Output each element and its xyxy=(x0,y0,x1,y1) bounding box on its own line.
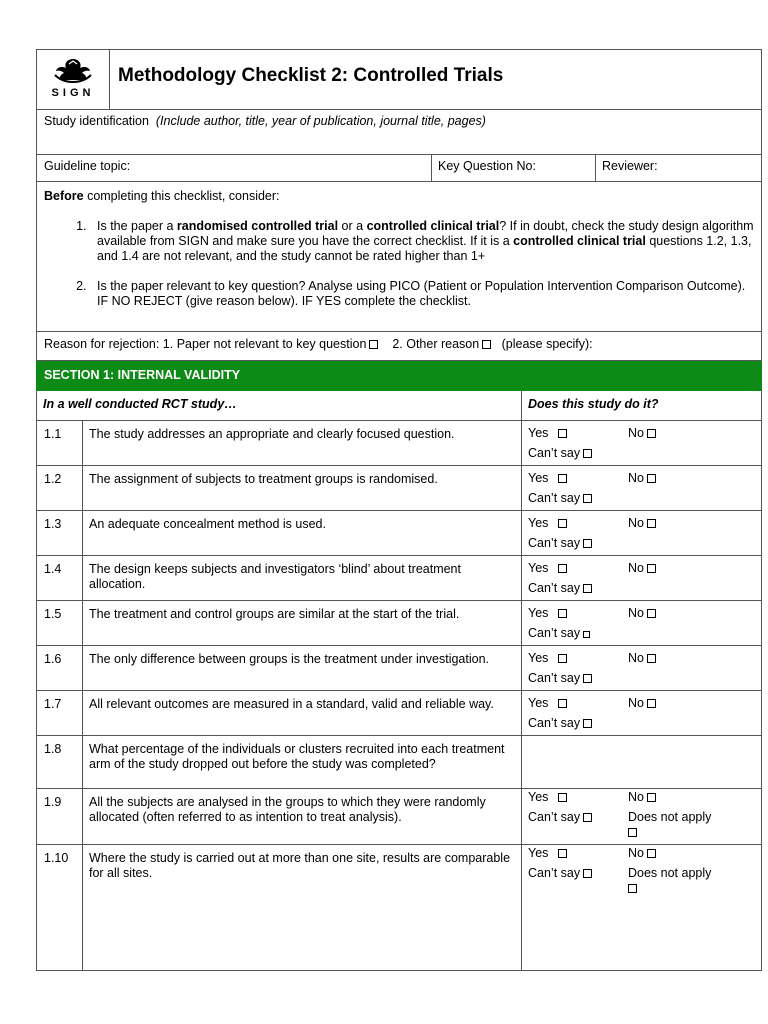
checklist-table xyxy=(36,49,762,971)
before-item-1: 1. Is the paper a randomised controlled trial or a controlled clinical trial? If in doubt, check the study design algorithm available from SIGN and make sure you have the correct checklist. If it is a controlled clinical trial questions 1.2, 1.3, and 1.4 are not relevant, and the study cannot be rated higher than 1+ xyxy=(90,219,754,264)
rejection-other-checkbox[interactable] xyxy=(482,340,491,349)
before-item-2: 2. Is the paper relevant to key question? Analyse using PICO (Patient or Population Intervention Comparison Outcome). IF NO REJECT (give reason below). IF YES complete the checklist. xyxy=(90,279,754,309)
question-row xyxy=(37,556,762,601)
section-header-row xyxy=(37,361,762,391)
question-number: 1.8 xyxy=(37,736,83,789)
no-checkbox[interactable] xyxy=(647,849,656,858)
cant-say-checkbox[interactable] xyxy=(583,813,592,822)
yes-checkbox[interactable] xyxy=(558,474,567,483)
question-row xyxy=(37,691,762,736)
question-number: 1.7 xyxy=(37,691,83,736)
question-header-right: Does this study do it? xyxy=(522,391,762,421)
section-title: SECTION 1: INTERNAL VALIDITY xyxy=(37,361,762,391)
yes-checkbox[interactable] xyxy=(558,564,567,573)
answer-cell: Yes No Can’t say Does not apply xyxy=(522,789,762,845)
sign-logo xyxy=(37,50,110,110)
cant-say-checkbox[interactable] xyxy=(583,449,592,458)
question-number: 1.6 xyxy=(37,646,83,691)
rejection-not-relevant-checkbox[interactable] xyxy=(369,340,378,349)
no-checkbox[interactable] xyxy=(647,474,656,483)
rejection-option2: 2. Other reason xyxy=(392,337,480,351)
thistle-icon xyxy=(47,55,99,85)
rejection-prefix: Reason for rejection: 1. Paper not relevant to key question xyxy=(44,337,367,351)
question-header-row xyxy=(37,391,762,421)
header-row xyxy=(37,50,762,110)
answer-cell: Yes No Can’t say xyxy=(522,556,762,601)
no-checkbox[interactable] xyxy=(647,793,656,802)
answer-cell: Yes No Can’t say xyxy=(522,646,762,691)
question-row xyxy=(37,466,762,511)
question-row xyxy=(37,789,762,845)
question-text: The design keeps subjects and investigators ‘blind’ about treatment allocation. xyxy=(83,556,522,601)
title-cell xyxy=(110,50,762,110)
no-checkbox[interactable] xyxy=(647,564,656,573)
question-number: 1.1 xyxy=(37,421,83,466)
study-identification-label: Study identification xyxy=(44,114,149,128)
yes-checkbox[interactable] xyxy=(558,609,567,618)
yes-checkbox[interactable] xyxy=(558,654,567,663)
rejection-cell xyxy=(37,332,762,361)
question-number: 1.4 xyxy=(37,556,83,601)
question-row xyxy=(37,601,762,646)
question-number: 1.2 xyxy=(37,466,83,511)
question-text: Where the study is carried out at more than one site, results are comparable for all sites. xyxy=(83,845,522,971)
reviewer-label: Reviewer: xyxy=(602,159,658,173)
answer-cell: Yes No Can’t say xyxy=(522,691,762,736)
study-identification-cell[interactable] xyxy=(37,110,762,155)
meta-row xyxy=(37,155,762,182)
question-number: 1.9 xyxy=(37,789,83,845)
yes-checkbox[interactable] xyxy=(558,429,567,438)
answer-cell: Yes No Can’t say xyxy=(522,511,762,556)
question-number: 1.5 xyxy=(37,601,83,646)
answer-cell: Yes No Can’t say xyxy=(522,421,762,466)
logo-text: SIGN xyxy=(51,87,95,99)
before-cell xyxy=(37,182,762,332)
no-checkbox[interactable] xyxy=(647,429,656,438)
cant-say-checkbox[interactable] xyxy=(583,631,590,638)
study-identification-hint: (Include author, title, year of publication, journal title, pages) xyxy=(155,114,486,128)
rejection-suffix: (please specify): xyxy=(501,337,593,351)
rejection-row xyxy=(37,332,762,361)
no-checkbox[interactable] xyxy=(647,609,656,618)
question-row xyxy=(37,511,762,556)
question-row xyxy=(37,736,762,789)
yes-checkbox[interactable] xyxy=(558,519,567,528)
does-not-apply-checkbox[interactable] xyxy=(628,828,637,837)
question-header-left: In a well conducted RCT study… xyxy=(37,391,522,421)
checklist-page xyxy=(36,49,761,971)
cant-say-checkbox[interactable] xyxy=(583,494,592,503)
question-text: The only difference between groups is the treatment under investigation. xyxy=(83,646,522,691)
page-title: Methodology Checklist 2: Controlled Trials xyxy=(118,65,504,86)
question-text: All the subjects are analysed in the groups to which they were randomly allocated (often referred to as intention to treat analysis). xyxy=(83,789,522,845)
question-row xyxy=(37,646,762,691)
answer-cell: Yes No Can’t say xyxy=(522,466,762,511)
cant-say-checkbox[interactable] xyxy=(583,719,592,728)
before-row xyxy=(37,182,762,332)
cant-say-checkbox[interactable] xyxy=(583,674,592,683)
cant-say-checkbox[interactable] xyxy=(583,584,592,593)
question-text: The treatment and control groups are similar at the start of the trial. xyxy=(83,601,522,646)
no-checkbox[interactable] xyxy=(647,519,656,528)
question-text: What percentage of the individuals or clusters recruited into each treatment arm of the study dropped out before the study was completed? xyxy=(83,736,522,789)
before-list xyxy=(44,219,754,309)
question-text: An adequate concealment method is used. xyxy=(83,511,522,556)
yes-checkbox[interactable] xyxy=(558,849,567,858)
no-checkbox[interactable] xyxy=(647,654,656,663)
dropout-answer-field[interactable] xyxy=(522,736,762,789)
reviewer-field[interactable] xyxy=(596,155,762,182)
key-question-label: Key Question No: xyxy=(438,159,536,173)
question-row xyxy=(37,421,762,466)
question-text: The study addresses an appropriate and clearly focused question. xyxy=(83,421,522,466)
question-row xyxy=(37,845,762,971)
cant-say-checkbox[interactable] xyxy=(583,869,592,878)
before-lead: Before completing this checklist, consider: xyxy=(44,189,280,203)
study-identification-row xyxy=(37,110,762,155)
question-text: The assignment of subjects to treatment groups is randomised. xyxy=(83,466,522,511)
key-question-field[interactable] xyxy=(432,155,596,182)
yes-checkbox[interactable] xyxy=(558,699,567,708)
question-text: All relevant outcomes are measured in a standard, valid and reliable way. xyxy=(83,691,522,736)
no-checkbox[interactable] xyxy=(647,699,656,708)
guideline-topic-field[interactable] xyxy=(37,155,432,182)
answer-cell: Yes No Can’t say Does not apply xyxy=(522,845,762,971)
guideline-topic-label: Guideline topic: xyxy=(44,159,131,173)
question-number: 1.3 xyxy=(37,511,83,556)
cant-say-checkbox[interactable] xyxy=(583,539,592,548)
yes-checkbox[interactable] xyxy=(558,793,567,802)
question-number: 1.10 xyxy=(37,845,83,971)
answer-cell: Yes No Can’t say xyxy=(522,601,762,646)
does-not-apply-checkbox[interactable] xyxy=(628,884,637,893)
